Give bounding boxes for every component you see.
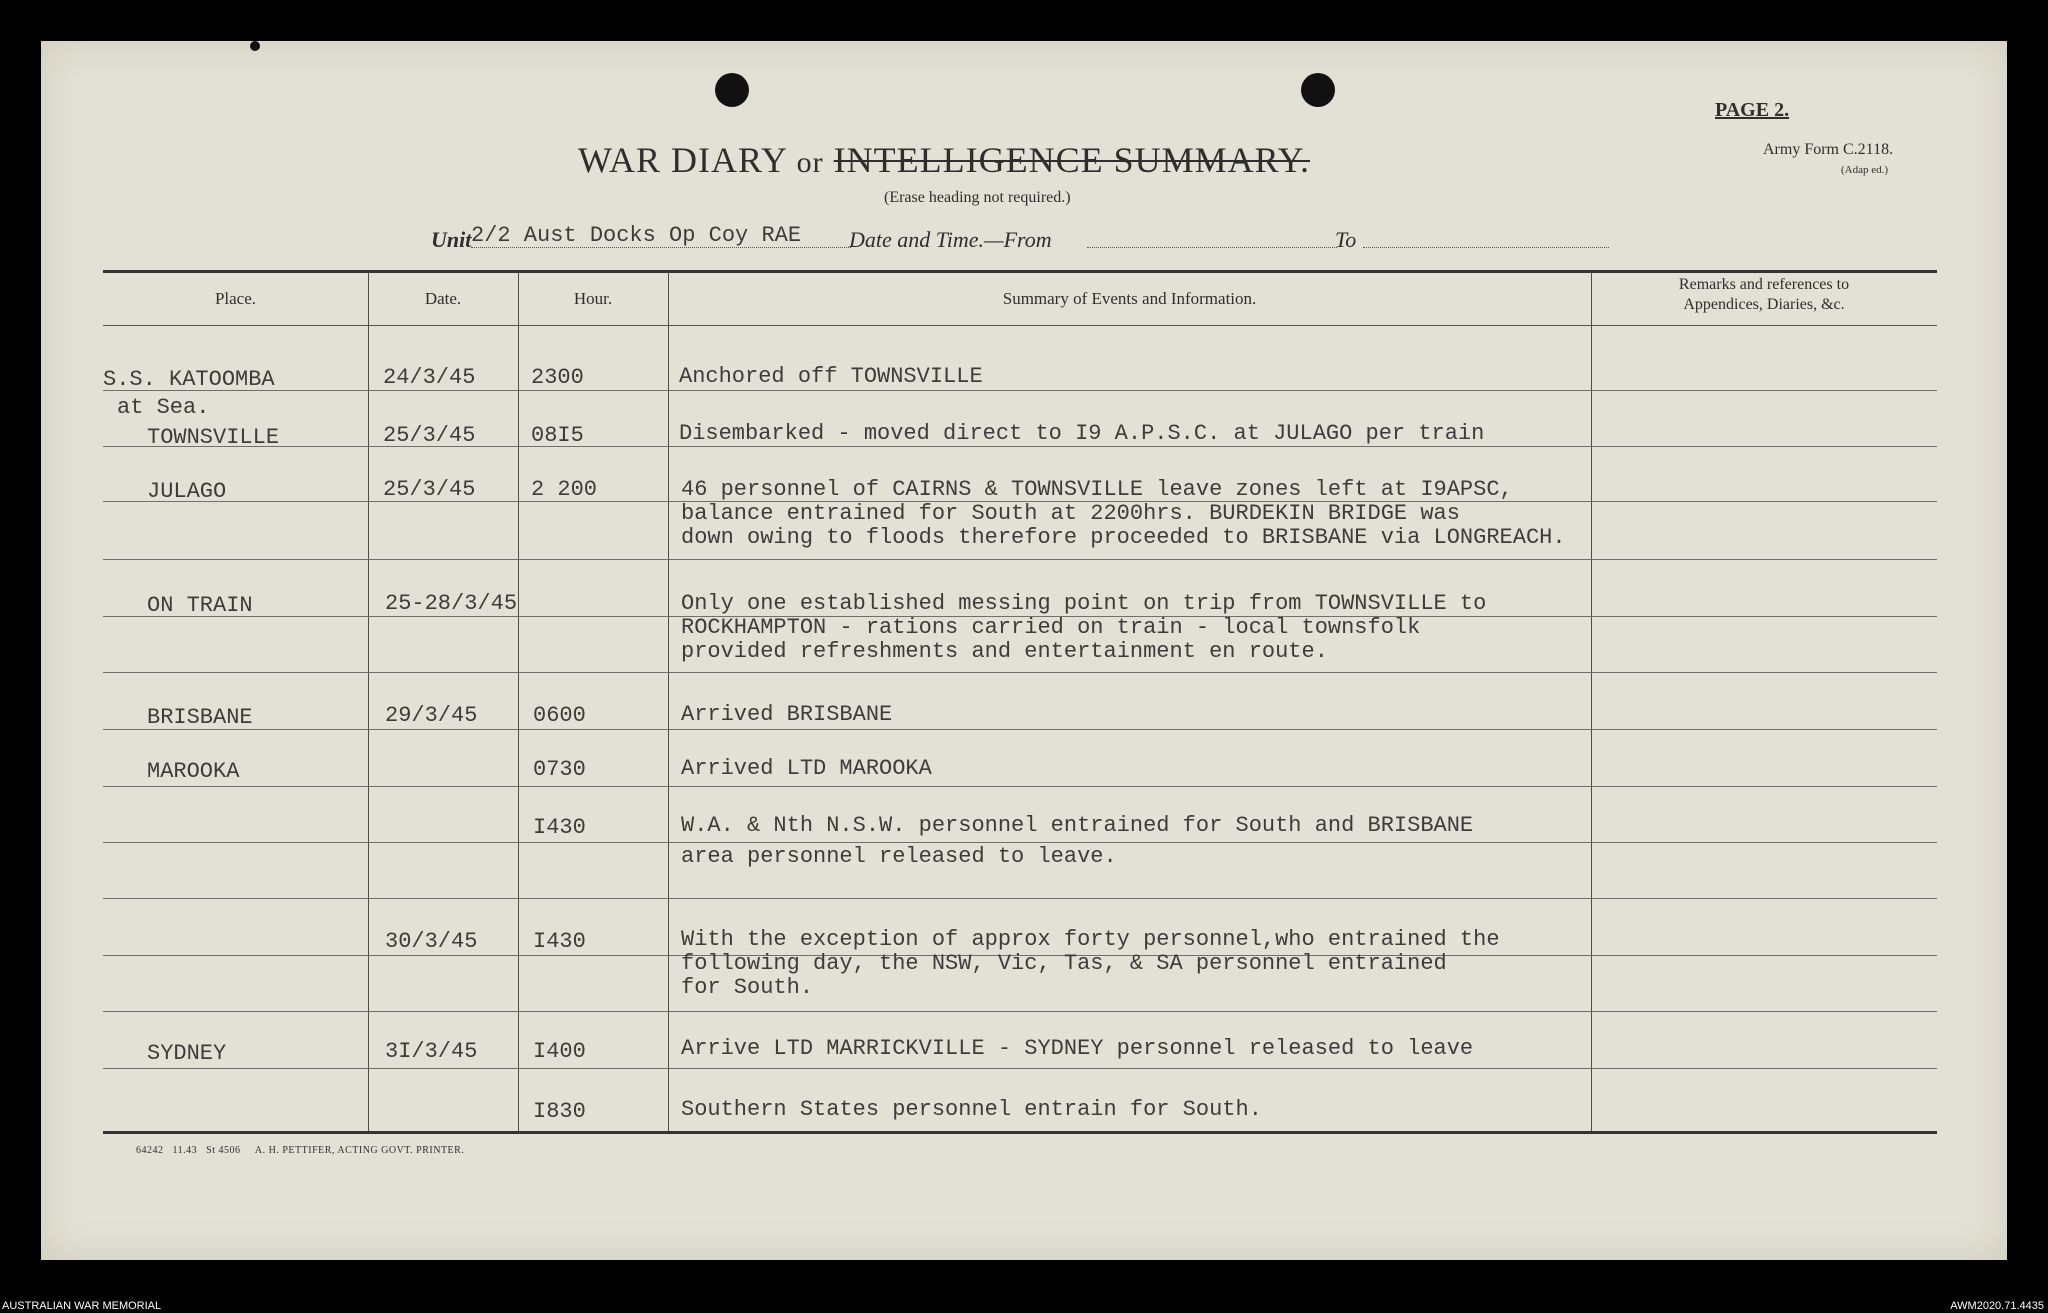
punch-hole [250, 41, 260, 51]
column-divider [668, 272, 669, 1131]
entry-summary-line: Only one established messing point on trip from TOWNSVILLE to [681, 591, 1487, 616]
entry-date: 24/3/45 [383, 365, 476, 390]
entry-date: 25/3/45 [383, 477, 476, 502]
table-top-rule [103, 270, 1937, 273]
column-divider [518, 272, 519, 1131]
entry-place: JULAGO [147, 479, 227, 504]
entry-place: S.S. KATOOMBA [103, 367, 275, 392]
entry-summary-line: Arrived LTD MAROOKA [681, 756, 932, 781]
unit-label: Unit [431, 227, 472, 252]
entry-hour: 2300 [531, 365, 584, 390]
entry-summary-line: ROCKHAMPTON - rations carried on train - local townsfolk [681, 615, 1421, 640]
punch-hole [715, 73, 749, 107]
entry-summary-line: W.A. & Nth N.S.W. personnel entrained for South and BRISBANE [681, 813, 1474, 838]
title-or: or [796, 146, 824, 179]
entry-hour: 08I5 [531, 423, 584, 448]
printer-imprint: 64242 11.43 St 4506 A. H. PETTIFER, ACTING GOVT. PRINTER. [136, 1145, 465, 1156]
remarks-header-line-1: Remarks and references to [1678, 276, 1850, 293]
entry-summary-line: Anchored off TOWNSVILLE [679, 364, 983, 389]
column-divider [368, 272, 369, 1131]
entry-hour: 2 200 [531, 477, 598, 502]
army-form-sub: (Adap ed.) [1841, 164, 1889, 176]
entry-summary-line: Arrived BRISBANE [681, 702, 893, 727]
row-rule [103, 1011, 1937, 1012]
entry-date: 3I/3/45 [385, 1039, 478, 1064]
entry-summary-line: area personnel released to leave. [681, 844, 1117, 869]
entry-summary-line: for South. [681, 975, 814, 1000]
entry-summary-line: provided refreshments and entertainment en route. [681, 639, 1328, 664]
row-rule [103, 1068, 1937, 1069]
entry-date: 30/3/45 [385, 929, 478, 954]
entry-summary-line: Arrive LTD MARRICKVILLE - SYDNEY personnel released to leave [681, 1036, 1474, 1061]
entry-place: ON TRAIN [147, 593, 253, 618]
to-dotted-line [1363, 247, 1609, 248]
punch-hole [1301, 73, 1335, 107]
row-rule [103, 390, 1937, 391]
row-rule [103, 729, 1937, 730]
army-form-number: Army Form C.2118. [1763, 141, 1894, 158]
from-dotted-line [1087, 247, 1337, 248]
entry-place: TOWNSVILLE [147, 425, 280, 450]
column-divider [1591, 272, 1592, 1131]
remarks-header-line-2: Appendices, Diaries, &c. [1683, 296, 1845, 313]
archive-reference: AWM2020.71.4435 [1950, 1300, 2044, 1312]
row-rule [103, 898, 1937, 899]
archive-credit: AUSTRALIAN WAR MEMORIAL [2, 1300, 162, 1312]
column-header-summary: Summary of Events and Information. [1002, 289, 1257, 308]
column-header-date: Date. [424, 289, 462, 308]
column-header-hour: Hour. [573, 289, 613, 308]
entry-date: 25-28/3/45 [385, 591, 518, 616]
entry-hour: I430 [533, 929, 586, 954]
entry-summary-line: With the exception of approx forty personnel,who entrained the [681, 927, 1500, 952]
unit-value: 2/2 Aust Docks Op Coy RAE [471, 223, 802, 248]
table-bottom-rule [103, 1131, 1937, 1134]
erase-note: (Erase heading not required.) [884, 189, 1071, 206]
entry-hour: I400 [533, 1039, 586, 1064]
entry-hour: 0730 [533, 757, 586, 782]
entry-place: SYDNEY [147, 1041, 227, 1066]
entry-summary-line: balance entrained for South at 2200hrs. BURDEKIN BRIDGE was [681, 501, 1460, 526]
unit-dotted-line [471, 247, 851, 248]
entry-hour: I830 [533, 1099, 586, 1124]
entry-summary-line: following day, the NSW, Vic, Tas, & SA personnel entrained [681, 951, 1447, 976]
column-header-remarks [1591, 275, 1937, 315]
document-title [578, 139, 1310, 181]
title-struck: INTELLIGENCE SUMMARY. [833, 140, 1311, 180]
entry-date: 29/3/45 [385, 703, 478, 728]
entry-place: BRISBANE [147, 705, 253, 730]
row-rule [103, 842, 1937, 843]
row-rule [103, 446, 1937, 447]
entry-summary-line: Disembarked - moved direct to I9 A.P.S.C. at JULAGO per train [679, 421, 1485, 446]
date-time-label: Date and Time.—From [849, 227, 1052, 252]
to-label: To [1335, 227, 1357, 252]
page-number: PAGE 2. [1715, 99, 1790, 121]
entry-place: MAROOKA [147, 759, 240, 784]
row-rule [103, 559, 1937, 560]
entry-hour: 0600 [533, 703, 586, 728]
column-header-place: Place. [214, 289, 257, 308]
entry-date: 25/3/45 [383, 423, 476, 448]
title-war-diary: WAR DIARY [578, 140, 787, 180]
diary-page [41, 41, 2007, 1260]
entry-summary-line: down owing to floods therefore proceeded to BRISBANE via LONGREACH. [681, 525, 1566, 550]
entry-summary-line: 46 personnel of CAIRNS & TOWNSVILLE leave zones left at I9APSC, [681, 477, 1513, 502]
row-rule [103, 672, 1937, 673]
entry-place: at Sea. [117, 395, 210, 420]
entry-summary-line: Southern States personnel entrain for South. [681, 1097, 1262, 1122]
row-rule [103, 786, 1937, 787]
entry-hour: I430 [533, 815, 586, 840]
header-rule [103, 325, 1937, 326]
